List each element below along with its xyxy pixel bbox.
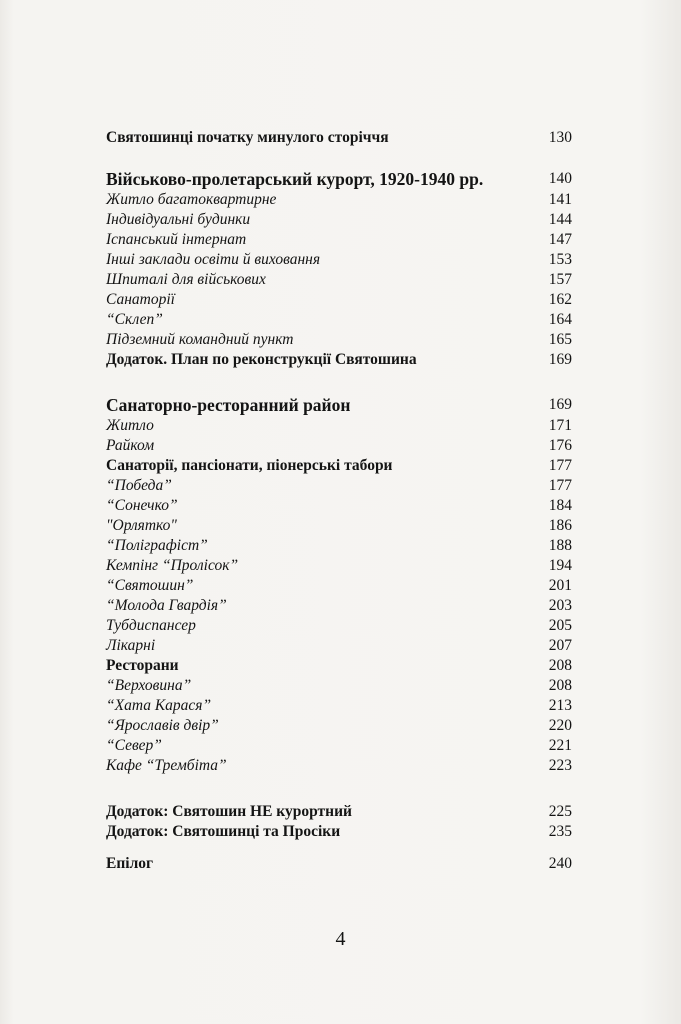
toc-entry-page: 201 [548, 577, 572, 594]
toc-entry-page: 130 [548, 129, 572, 146]
toc-entry [106, 270, 572, 290]
toc-entry-title: Інші заклади освіти й виховання [106, 251, 321, 268]
toc-entry-title: Райком [106, 437, 155, 454]
toc-entry [106, 822, 572, 842]
toc-entry-page: 176 [548, 437, 572, 454]
toc-entry-page: 235 [548, 823, 572, 840]
toc-entry-title: “Верховина” [106, 677, 192, 694]
toc-entry [106, 330, 572, 350]
toc-entry-page: 171 [548, 417, 572, 434]
toc-entry [106, 476, 572, 496]
toc-entry [106, 802, 572, 822]
toc-entry-page: 194 [548, 557, 572, 574]
table-of-contents [106, 128, 572, 874]
toc-entry [106, 716, 572, 736]
toc-section-heading [106, 394, 572, 416]
toc-entry-title: “Поліграфіст” [106, 537, 208, 554]
toc-entry-title: Святошинці початку минулого сторіччя [106, 129, 389, 146]
toc-entry-page: 184 [548, 497, 572, 514]
toc-entry [106, 656, 572, 676]
toc-entry [106, 556, 572, 576]
toc-entry-page: 144 [548, 211, 572, 228]
toc-entry [106, 350, 572, 370]
toc-entry-title: Військово-пролетарський курорт, 1920-1940 рр. [106, 169, 484, 189]
toc-entry-page: 221 [548, 737, 572, 754]
toc-entry [106, 210, 572, 230]
toc-entry-title: Кафе “Трембіта” [106, 757, 227, 774]
toc-entry-title: Додаток: Святошин НЕ курортний [106, 803, 352, 820]
toc-entry [106, 676, 572, 696]
toc-entry [106, 290, 572, 310]
toc-entry-title: Санаторії, пансіонати, піонерські табори [106, 457, 393, 474]
toc-entry [106, 536, 572, 556]
toc-entry-title: “Победа” [106, 477, 172, 494]
toc-entry-title: “Хата Карася” [106, 697, 212, 714]
toc-entry-title: Індивідуальні будинки [106, 211, 251, 228]
toc-entry [106, 230, 572, 250]
toc-entry [106, 596, 572, 616]
toc-entry-page: 207 [548, 637, 572, 654]
toc-entry-title: Санаторії [106, 291, 175, 308]
toc-entry [106, 576, 572, 596]
toc-entry-title: Іспанський інтернат [106, 231, 247, 248]
toc-entry-title: Лікарні [106, 637, 156, 654]
toc-entry-title: Підземний командний пункт [106, 331, 294, 348]
toc-entry [106, 496, 572, 516]
toc-entry [106, 190, 572, 210]
toc-entry [106, 250, 572, 270]
toc-entry-title: Додаток. План по реконструкції Святошина [106, 351, 417, 368]
toc-entry-title: "Орлятко" [106, 517, 177, 534]
toc-entry-title: Санаторно-ресторанний район [106, 395, 351, 415]
toc-entry [106, 854, 572, 874]
toc-entry [106, 736, 572, 756]
toc-entry-page: 157 [548, 271, 572, 288]
toc-entry-page: 162 [548, 291, 572, 308]
toc-entry-page: 208 [548, 677, 572, 694]
toc-entry-title: “Ярославів двір” [106, 717, 219, 734]
toc-entry-page: 169 [548, 396, 572, 413]
toc-entry-title: Кемпінг “Пролісок” [106, 557, 239, 574]
toc-entry [106, 516, 572, 536]
toc-entry-title: “Сонечко” [106, 497, 178, 514]
toc-entry-title: Житло багатоквартирне [106, 191, 277, 208]
toc-entry [106, 416, 572, 436]
toc-entry-title: Тубдиспансер [106, 617, 196, 634]
toc-entry-page: 208 [548, 657, 572, 674]
toc-entry-page: 177 [548, 477, 572, 494]
toc-entry-title: “Святошин” [106, 577, 194, 594]
toc-entry-page: 225 [548, 803, 572, 820]
toc-entry-page: 177 [548, 457, 572, 474]
toc-entry-title: Ресторани [106, 657, 179, 674]
toc-entry [106, 636, 572, 656]
toc-entry-page: 213 [548, 697, 572, 714]
toc-entry [106, 436, 572, 456]
toc-entry [106, 310, 572, 330]
page-number: 4 [335, 928, 346, 950]
toc-entry-page: 169 [548, 351, 572, 368]
toc-entry-title: Житло [106, 417, 154, 434]
toc-entry-page: 141 [548, 191, 572, 208]
toc-entry [106, 128, 572, 148]
toc-entry-title: “Молода Гвардія” [106, 597, 227, 614]
toc-entry-page: 164 [548, 311, 572, 328]
toc-entry [106, 616, 572, 636]
toc-entry-page: 186 [548, 517, 572, 534]
toc-entry-page: 147 [548, 231, 572, 248]
toc-section-heading [106, 168, 572, 190]
toc-entry-page: 240 [548, 855, 572, 872]
toc-entry-page: 205 [548, 617, 572, 634]
toc-entry-title: Шпиталі для військових [106, 271, 266, 288]
toc-entry-title: Додаток: Святошинці та Просіки [106, 823, 341, 840]
toc-entry-title: “Склеп” [106, 311, 163, 328]
toc-entry [106, 456, 572, 476]
toc-entry-page: 140 [548, 170, 572, 187]
toc-entry-page: 153 [548, 251, 572, 268]
toc-entry-page: 203 [548, 597, 572, 614]
toc-entry-page: 220 [548, 717, 572, 734]
toc-entry [106, 696, 572, 716]
toc-entry-title: Епілог [106, 855, 154, 872]
toc-entry [106, 756, 572, 776]
toc-entry-page: 165 [548, 331, 572, 348]
toc-entry-page: 188 [548, 537, 572, 554]
toc-entry-page: 223 [548, 757, 572, 774]
toc-entry-title: “Север” [106, 737, 162, 754]
